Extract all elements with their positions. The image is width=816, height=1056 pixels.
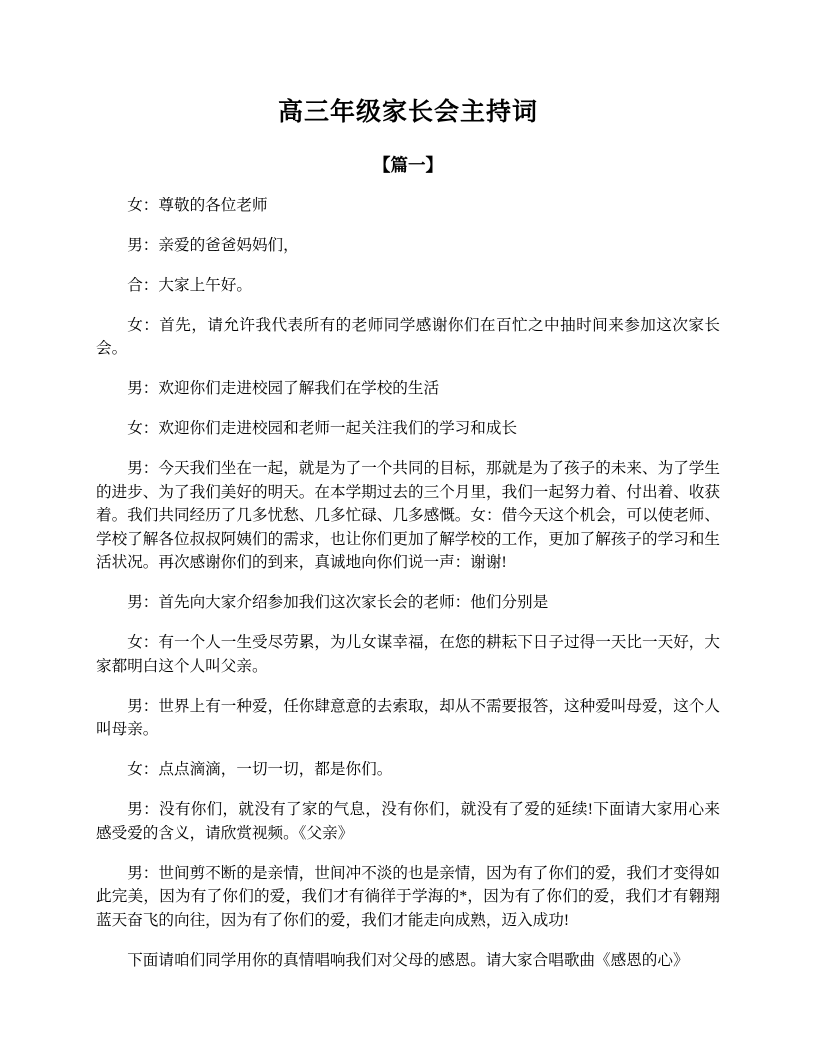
paragraph: 男：世界上有一种爱，任你肆意意的去索取，却从不需要报答，这种爱叫母爱，这个人叫母亲。 <box>96 697 720 738</box>
paragraph: 女：有一个人一生受尽劳累，为儿女谋幸福，在您的耕耘下日子过得一天比一天好，大家都明白这个人叫父亲。 <box>96 634 720 675</box>
paragraph: 合：大家上午好。 <box>127 276 252 294</box>
document-title: 高三年级家长会主持词 <box>277 99 538 126</box>
paragraph: 男：没有你们，就没有了家的气息，没有你们，就没有了爱的延续!下面请大家用心来感受爱的含义，请欣赏视频。《父亲》 <box>96 801 720 842</box>
document-body <box>96 194 720 973</box>
paragraph: 女：点点滴滴，一切一切，都是你们。 <box>127 761 393 778</box>
paragraph: 男：首先向大家介绍参加我们这次家长会的老师：他们分别是 <box>127 594 549 611</box>
paragraph: 男：欢迎你们走进校园了解我们在学校的生活 <box>127 380 440 397</box>
paragraph: 男：世间剪不断的是亲情，世间冲不淡的也是亲情，因为有了你们的爱，我们才变得如此完美，因为有了你们的爱，我们才有徜徉于学海的*，因为有了你们的爱，我们才有翱翔蓝天奋飞的向往，因为有了你们的爱，我们才能走向成熟，迈入成功! <box>96 864 720 929</box>
paragraph: 女：尊敬的各位老师 <box>127 196 268 214</box>
paragraph: 男：亲爱的爸爸妈妈们， <box>127 236 299 254</box>
paragraph: 男：今天我们坐在一起，就是为了一个共同的目标，那就是为了孩子的未来、为了学生的进步、为了我们美好的明天。在本学期过去的三个月里，我们一起努力着、付出着、收获着。我们共同经历了几多忧愁、几多忙碌、几多感慨。女：借今天这个机会，可以使老师、学校了解各位叔叔阿姨们的需求，也让你们更加了解学校的工作，更加了解孩子的学习和生活状况。再次感谢你们的到来，真诚地向你们说一声：谢谢! <box>96 460 720 571</box>
document-subtitle: 【篇一】 <box>373 155 443 175</box>
paragraph: 女：欢迎你们走进校园和老师一起关注我们的学习和成长 <box>127 420 518 437</box>
paragraph: 下面请咱们同学用你的真情唱响我们对父母的感恩。请大家合唱歌曲《感恩的心》 <box>127 951 689 969</box>
paragraph: 女：首先，请允许我代表所有的老师同学感谢你们在百忙之中抽时间来参加这次家长会。 <box>96 316 720 357</box>
